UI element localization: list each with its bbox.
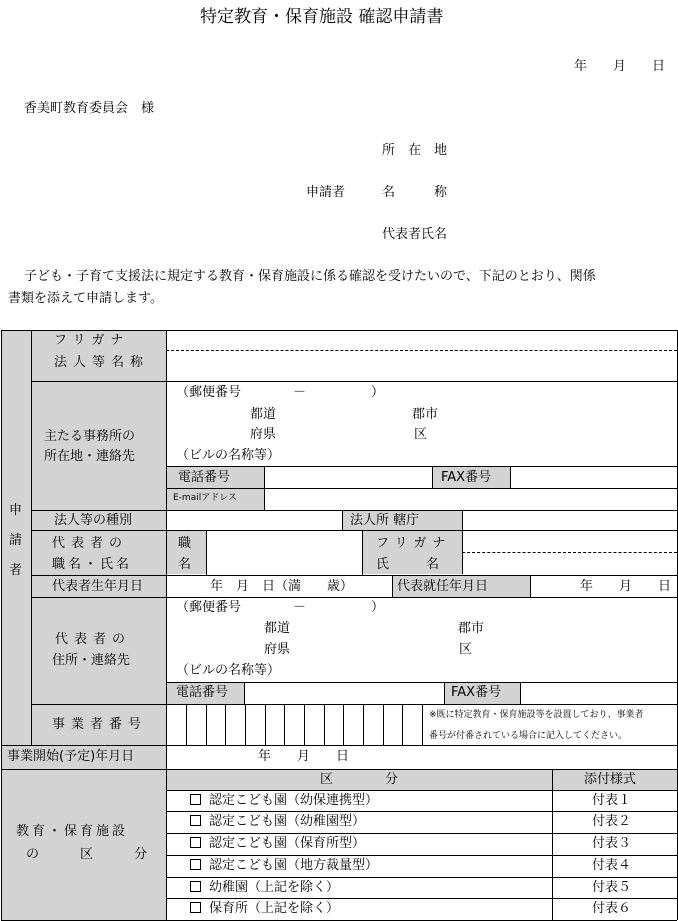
corp-type-label: 法人等の種別 xyxy=(54,513,133,528)
fax-input-1[interactable] xyxy=(512,468,676,486)
corp-name-label: 法人等名称 xyxy=(54,355,150,370)
building-1: （ビルの名称等） xyxy=(176,448,281,463)
phone-input-1[interactable] xyxy=(266,468,430,486)
rep-name-input[interactable] xyxy=(464,532,676,573)
shi-label: 氏 xyxy=(376,557,390,572)
phone-label-1: 電話番号 xyxy=(178,470,231,485)
facility-row xyxy=(190,794,378,807)
corp-office-label: 法人所 轄庁 xyxy=(350,513,420,528)
facility-row xyxy=(190,859,378,872)
facility-attach: 付表３ xyxy=(592,836,632,851)
checkbox[interactable] xyxy=(190,815,201,826)
birth-label: 代表者生年月日 xyxy=(52,579,144,594)
business-note-1: ※既に特定教育・保育施設等を設置しており、事業者 xyxy=(429,710,644,720)
fax-label-2: FAX番号 xyxy=(451,685,502,700)
postal-2: （郵便番号 － ） xyxy=(176,600,385,615)
addressee: 香美町教育委員会 様 xyxy=(24,101,155,116)
facility-attach: 付表２ xyxy=(592,814,632,829)
mei-label: 名 xyxy=(178,557,192,572)
start-value[interactable]: 年 月 日 xyxy=(258,749,350,764)
facility-row xyxy=(190,902,339,915)
applicant-side-label: 申請者 xyxy=(9,503,23,578)
body-text-2: 書類を添えて申請します。 xyxy=(8,291,163,306)
facility-row xyxy=(190,837,365,850)
office-label-2: 所在地・連絡先 xyxy=(44,449,136,464)
checkbox[interactable] xyxy=(190,794,201,805)
facility-label: 認定こども園（地方裁量型） xyxy=(209,858,379,873)
furigana2-label: フリガナ xyxy=(376,536,452,551)
name-label: 名 称 xyxy=(382,185,448,200)
rep-label-2: 職名・氏名 xyxy=(52,557,133,572)
fax-input-2[interactable] xyxy=(522,684,676,702)
ku-1: 区 xyxy=(414,427,428,442)
corp-type-input[interactable] xyxy=(168,512,340,528)
phone-label-2: 電話番号 xyxy=(176,685,229,700)
furigana-label: フリガナ xyxy=(54,333,130,348)
facility-label: 認定こども園（幼稚園型） xyxy=(209,814,366,829)
email-input[interactable] xyxy=(266,490,676,508)
facility-label-1: 教育・保育施設 xyxy=(16,824,129,839)
checkbox[interactable] xyxy=(190,881,201,892)
office-label-1: 主たる事務所の xyxy=(44,429,136,444)
checkbox[interactable] xyxy=(190,902,201,913)
facility-label: 認定こども園（保育所型） xyxy=(209,836,366,851)
ku-2: 区 xyxy=(459,642,473,657)
facility-label: 認定こども園（幼保連携型） xyxy=(209,793,379,808)
applicant-label: 申請者 xyxy=(306,185,346,200)
fuken-1: 府県 xyxy=(250,427,277,442)
date-line: 年 月 日 xyxy=(574,59,666,74)
appoint-value[interactable]: 年 月 日 xyxy=(580,579,672,594)
facility-row xyxy=(190,881,339,894)
start-label: 事業開始(予定)年月日 xyxy=(7,749,135,764)
title-input[interactable] xyxy=(208,532,360,573)
mei2-label: 名 xyxy=(426,557,440,572)
checkbox[interactable] xyxy=(190,859,201,870)
checkbox[interactable] xyxy=(190,837,201,848)
todo-1: 都道 xyxy=(250,407,277,422)
facility-row xyxy=(190,815,365,828)
rep-label-1: 代表者の xyxy=(52,536,129,551)
facility-side-bg xyxy=(1,769,166,920)
rep-addr-label-1: 代表者の xyxy=(55,632,132,647)
kubun-header: 区 分 xyxy=(320,772,399,787)
business-no-boxes[interactable] xyxy=(167,705,422,744)
fax-label-1: FAX番号 xyxy=(441,470,492,485)
attach-header: 添付様式 xyxy=(584,772,637,787)
facility-label: 幼稚園（上記を除く） xyxy=(209,880,340,895)
gunshi-2: 郡市 xyxy=(458,621,485,636)
facility-attach: 付表６ xyxy=(592,901,632,916)
building-2: （ビルの名称等） xyxy=(176,663,281,678)
corp-office-input[interactable] xyxy=(464,512,676,528)
address-label: 所 在 地 xyxy=(382,143,448,158)
business-note-2: 番号が付番されている場合に記入してください。 xyxy=(429,731,628,741)
body-text-1: 子ども・子育て支援法に規定する教育・保育施設に係る確認を受けたいので、下記のとおり、関係 xyxy=(24,269,596,284)
facility-label-2: の 区 分 xyxy=(26,847,162,862)
birth-value[interactable]: 年 月 日（満 歳） xyxy=(210,579,354,594)
facility-attach: 付表１ xyxy=(592,793,632,808)
rep-addr-label-2: 住所・連絡先 xyxy=(52,653,131,668)
business-no-label: 事業者番号 xyxy=(52,717,148,732)
appoint-label: 代表就任年月日 xyxy=(397,579,489,594)
todo-2: 都道 xyxy=(264,621,291,636)
facility-attach: 付表４ xyxy=(592,858,632,873)
phone-input-2[interactable] xyxy=(246,684,442,702)
fuken-2: 府県 xyxy=(264,642,291,657)
facility-label: 保育所（上記を除く） xyxy=(209,901,340,916)
rep-name-label: 代表者氏名 xyxy=(382,227,448,242)
page-title: 特定教育・保育施設 確認申請書 xyxy=(200,7,444,27)
facility-attach: 付表５ xyxy=(592,880,632,895)
email-label: E-mailアドレス xyxy=(173,493,237,503)
shoku-label: 職 xyxy=(178,536,192,551)
gunshi-1: 郡市 xyxy=(412,407,439,422)
postal-1: （郵便番号 － ） xyxy=(176,385,385,400)
